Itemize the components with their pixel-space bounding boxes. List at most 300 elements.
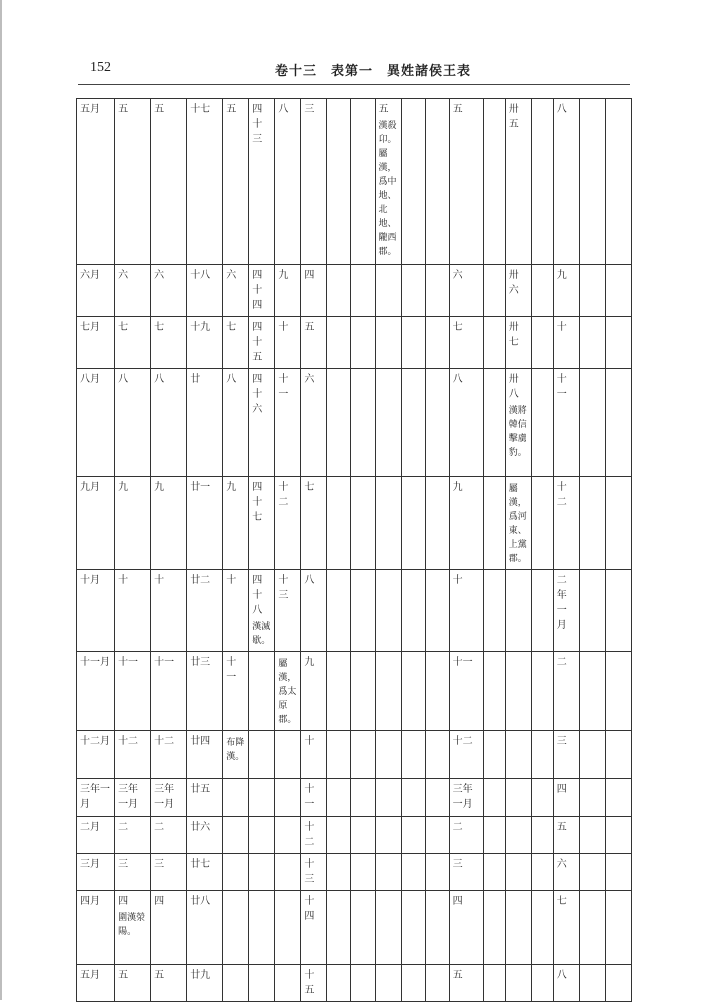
cell-value: 廿 [190, 374, 201, 385]
table-cell [115, 265, 151, 317]
cell-value: 十五 [304, 970, 315, 996]
table-cell [483, 369, 505, 477]
table-cell [351, 779, 375, 817]
table-cell [605, 477, 631, 570]
table-cell [275, 965, 301, 1002]
table-cell [605, 99, 631, 265]
table-cell [115, 854, 151, 891]
cell-value: 廿四 [190, 736, 211, 747]
month-cell [77, 369, 115, 477]
cell-value: 廿七 [190, 859, 211, 870]
table-cell [531, 265, 553, 317]
table-cell [275, 891, 301, 965]
table-cell [275, 652, 301, 731]
table-cell [449, 99, 483, 265]
cell-value: 五 [304, 322, 315, 333]
table-cell [425, 570, 449, 652]
cell-value: 十二 [304, 822, 315, 848]
table-cell [579, 317, 605, 369]
table-cell [401, 779, 425, 817]
table-cell [531, 570, 553, 652]
table-cell [375, 965, 401, 1002]
cell-value: 三 [556, 736, 567, 747]
table-cell [375, 779, 401, 817]
table-cell [483, 854, 505, 891]
table-cell [327, 99, 351, 265]
cell-value: 五 [118, 104, 129, 115]
table-cell [301, 854, 327, 891]
table-cell [187, 265, 223, 317]
table-cell [327, 369, 351, 477]
table-cell [187, 965, 223, 1002]
cell-value: 四 [304, 270, 315, 281]
table-cell [531, 891, 553, 965]
table-row [77, 891, 632, 965]
table-cell [223, 731, 249, 779]
table-cell [223, 477, 249, 570]
table-cell [187, 317, 223, 369]
month-label: 七月 [80, 322, 100, 333]
table-cell [401, 965, 425, 1002]
table-cell [375, 317, 401, 369]
cell-value: 十一 [226, 657, 237, 683]
cell-value: 十 [118, 575, 129, 586]
cell-value: 十三 [278, 575, 289, 601]
table-cell [425, 99, 449, 265]
table-cell [401, 477, 425, 570]
month-label: 二月 [80, 822, 100, 833]
table-cell [579, 570, 605, 652]
cell-value: 六 [154, 270, 165, 281]
table-cell [327, 731, 351, 779]
table-cell [531, 99, 553, 265]
table-cell [327, 570, 351, 652]
table-cell [425, 779, 449, 817]
month-label: 十二月 [80, 736, 110, 747]
table-cell [301, 652, 327, 731]
table-cell [187, 779, 223, 817]
cell-value: 九 [452, 482, 463, 493]
table-cell [605, 817, 631, 854]
table-cell [151, 965, 187, 1002]
table-cell [151, 779, 187, 817]
cell-value: 四十八 [252, 575, 263, 616]
table-cell [249, 369, 275, 477]
cell-value: 三 [452, 859, 463, 870]
table-cell [223, 369, 249, 477]
cell-value: 廿六 [190, 822, 211, 833]
table-cell [449, 265, 483, 317]
cell-value: 四十三 [252, 104, 263, 145]
table-cell [553, 369, 579, 477]
month-label: 五月 [80, 104, 100, 115]
table-cell [223, 570, 249, 652]
cell-value: 二年一月 [556, 575, 567, 631]
table-cell [401, 265, 425, 317]
cell-value: 十三 [304, 859, 315, 885]
month-label: 十一月 [80, 657, 110, 668]
table-cell [605, 854, 631, 891]
table-cell [531, 965, 553, 1002]
table-cell [151, 317, 187, 369]
table-cell [505, 477, 531, 570]
table-cell [579, 369, 605, 477]
table-cell [531, 477, 553, 570]
table-cell [249, 817, 275, 854]
table-cell [531, 779, 553, 817]
month-cell [77, 265, 115, 317]
table-cell [375, 99, 401, 265]
table-cell [505, 779, 531, 817]
table-cell [605, 652, 631, 731]
cell-value: 六 [118, 270, 129, 281]
table-cell [605, 317, 631, 369]
table-cell [301, 570, 327, 652]
page-header [78, 58, 630, 85]
table-cell [187, 652, 223, 731]
table-cell [553, 891, 579, 965]
table-row [77, 965, 632, 1002]
table-cell [151, 369, 187, 477]
table-cell [275, 570, 301, 652]
table-cell [249, 99, 275, 265]
cell-value: 十一 [278, 374, 289, 400]
table-cell [187, 99, 223, 265]
cell-value: 廿九 [190, 970, 211, 981]
cell-value: 九 [118, 482, 129, 493]
cell-value: 三 [304, 104, 315, 115]
table-cell [249, 477, 275, 570]
table-cell [327, 265, 351, 317]
table-cell [401, 854, 425, 891]
table-cell [301, 477, 327, 570]
cell-value: 三年一月 [154, 784, 175, 810]
table-cell [249, 265, 275, 317]
table-cell [375, 817, 401, 854]
table-cell [115, 477, 151, 570]
cell-value: 九 [154, 482, 165, 493]
cell-value: 十 [304, 736, 315, 747]
cell-value: 十 [556, 322, 567, 333]
cell-value: 六 [226, 270, 237, 281]
table-cell [275, 369, 301, 477]
table-row [77, 570, 632, 652]
table-cell [375, 265, 401, 317]
cell-value: 廿一 [190, 482, 211, 493]
cell-value: 五 [452, 970, 463, 981]
table-cell [505, 652, 531, 731]
table-cell [327, 965, 351, 1002]
cell-value: 四十五 [252, 322, 263, 363]
table-cell [553, 731, 579, 779]
table-cell [151, 817, 187, 854]
table-cell [605, 965, 631, 1002]
cell-value: 五 [118, 970, 129, 981]
cell-value: 八 [452, 374, 463, 385]
cell-value: 卅六 [508, 270, 519, 296]
table-cell [401, 317, 425, 369]
table-cell [483, 965, 505, 1002]
table-cell [605, 891, 631, 965]
table-cell [223, 99, 249, 265]
cell-value: 八 [556, 104, 567, 115]
table-cell [483, 652, 505, 731]
cell-value: 八 [278, 104, 289, 115]
table-cell [327, 477, 351, 570]
table-cell [483, 99, 505, 265]
table-cell [425, 317, 449, 369]
table-cell [249, 891, 275, 965]
table-cell [151, 731, 187, 779]
table-cell [151, 854, 187, 891]
table-cell [115, 817, 151, 854]
table-cell [579, 265, 605, 317]
cell-value: 十二 [452, 736, 473, 747]
annals-table [76, 98, 632, 1002]
table-cell [151, 570, 187, 652]
table-cell [579, 477, 605, 570]
table-cell [275, 854, 301, 891]
cell-value: 廿五 [190, 784, 211, 795]
table-row [77, 317, 632, 369]
table-cell [327, 891, 351, 965]
table-cell [505, 854, 531, 891]
table-cell [249, 779, 275, 817]
table-cell [449, 854, 483, 891]
cell-value: 四 [556, 784, 567, 795]
cell-value: 十一 [304, 784, 315, 810]
cell-value: 二 [556, 657, 567, 668]
table-cell [301, 265, 327, 317]
table-cell [301, 779, 327, 817]
table-cell [223, 817, 249, 854]
cell-value: 十四 [304, 896, 315, 922]
table-cell [351, 477, 375, 570]
table-cell [449, 369, 483, 477]
table-cell [483, 891, 505, 965]
table-cell [401, 570, 425, 652]
table-cell [483, 779, 505, 817]
table-cell [301, 817, 327, 854]
month-cell [77, 817, 115, 854]
cell-value: 五 [556, 822, 567, 833]
table-cell [553, 99, 579, 265]
table-cell [375, 854, 401, 891]
table-cell [401, 369, 425, 477]
table-cell [579, 891, 605, 965]
month-label: 十月 [80, 575, 100, 586]
table-cell [115, 731, 151, 779]
table-cell [351, 317, 375, 369]
cell-value: 廿三 [190, 657, 211, 668]
table-cell [553, 265, 579, 317]
cell-value: 十 [154, 575, 165, 586]
table-cell [187, 854, 223, 891]
table-cell [553, 477, 579, 570]
table-cell [249, 317, 275, 369]
cell-value: 二 [118, 822, 129, 833]
cell-value: 廿二 [190, 575, 211, 586]
table-cell [579, 731, 605, 779]
table-cell [483, 817, 505, 854]
table-cell [425, 891, 449, 965]
cell-value: 卅七 [508, 322, 519, 348]
table-cell [605, 570, 631, 652]
table-cell [553, 779, 579, 817]
table-cell [301, 965, 327, 1002]
cell-value: 三 [154, 859, 165, 870]
table-cell [351, 817, 375, 854]
cell-value: 十二 [556, 482, 567, 508]
month-cell [77, 731, 115, 779]
table-cell [401, 817, 425, 854]
month-cell [77, 477, 115, 570]
table-cell [531, 652, 553, 731]
table-cell [249, 652, 275, 731]
table-cell [531, 317, 553, 369]
table-cell [375, 731, 401, 779]
cell-value: 五 [226, 104, 237, 115]
month-cell [77, 854, 115, 891]
cell-note: 屬漢，爲河東、上黨郡。 [508, 484, 527, 564]
table-cell [327, 779, 351, 817]
month-label: 三年一月 [80, 784, 110, 810]
cell-value: 四十七 [252, 482, 263, 523]
table-cell [449, 779, 483, 817]
table-cell [505, 369, 531, 477]
cell-value: 八 [556, 970, 567, 981]
table-cell [579, 854, 605, 891]
table-row [77, 265, 632, 317]
table-cell [425, 652, 449, 731]
table-row [77, 779, 632, 817]
table-cell [375, 477, 401, 570]
cell-note: 屬漢，爲太原郡。 [278, 659, 297, 725]
cell-value: 四 [452, 896, 463, 907]
cell-value: 四十六 [252, 374, 263, 415]
table-row [77, 854, 632, 891]
cell-value: 十 [278, 322, 289, 333]
month-label: 三月 [80, 859, 100, 870]
table-cell [151, 265, 187, 317]
page-number: 152 [90, 60, 111, 75]
table-cell [605, 731, 631, 779]
table-cell [553, 570, 579, 652]
cell-value: 九 [226, 482, 237, 493]
cell-value: 七 [304, 482, 315, 493]
cell-value: 九 [278, 270, 289, 281]
table-cell [425, 965, 449, 1002]
table-cell [425, 477, 449, 570]
table-cell [553, 817, 579, 854]
table-cell [531, 731, 553, 779]
month-cell [77, 317, 115, 369]
table-body [77, 99, 632, 1002]
table-cell [223, 965, 249, 1002]
table-cell [483, 570, 505, 652]
cell-value: 五 [154, 970, 165, 981]
cell-value: 五 [378, 104, 389, 115]
table-cell [401, 99, 425, 265]
cell-value: 卅八 [508, 374, 519, 400]
table-cell [425, 369, 449, 477]
month-cell [77, 570, 115, 652]
table-cell [187, 731, 223, 779]
table-cell [351, 652, 375, 731]
table-cell [249, 731, 275, 779]
table-cell [115, 891, 151, 965]
cell-value: 三年一月 [452, 784, 473, 810]
cell-value: 卅五 [508, 104, 519, 130]
table-cell [553, 652, 579, 731]
table-cell [249, 965, 275, 1002]
table-cell [449, 652, 483, 731]
month-cell [77, 965, 115, 1002]
table-cell [401, 731, 425, 779]
table-cell [553, 965, 579, 1002]
cell-value: 十八 [190, 270, 211, 281]
table-cell [605, 265, 631, 317]
cell-value: 八 [118, 374, 129, 385]
table-cell [275, 731, 301, 779]
table-cell [115, 570, 151, 652]
table-cell [223, 265, 249, 317]
table-row [77, 477, 632, 570]
cell-value: 八 [226, 374, 237, 385]
cell-value: 十二 [278, 482, 289, 508]
table-cell [115, 965, 151, 1002]
cell-value: 十 [226, 575, 237, 586]
table-cell [449, 477, 483, 570]
cell-value: 十二 [118, 736, 139, 747]
table-cell [579, 965, 605, 1002]
cell-value: 十一 [452, 657, 473, 668]
month-cell [77, 779, 115, 817]
table-cell [553, 854, 579, 891]
table-cell [187, 369, 223, 477]
table-cell [425, 817, 449, 854]
table-cell [553, 317, 579, 369]
table-cell [531, 854, 553, 891]
table-cell [275, 817, 301, 854]
cell-value: 三年一月 [118, 784, 139, 810]
table-row [77, 731, 632, 779]
table-cell [449, 731, 483, 779]
table-cell [505, 817, 531, 854]
table-cell [579, 99, 605, 265]
table-cell [449, 570, 483, 652]
cell-note: 布降漢。 [226, 738, 245, 762]
cell-value: 八 [304, 575, 315, 586]
table-cell [301, 891, 327, 965]
cell-value: 六 [452, 270, 463, 281]
cell-note: 漢殺卬。屬漢，爲中地、北地、隴西郡。 [378, 121, 397, 257]
table-cell [425, 265, 449, 317]
table-cell [483, 477, 505, 570]
table-cell [223, 891, 249, 965]
cell-value: 五 [154, 104, 165, 115]
cell-note: 漢將韓信擊虜豹。 [508, 406, 527, 458]
table-row [77, 652, 632, 731]
cell-value: 四 [154, 896, 165, 907]
table-cell [275, 317, 301, 369]
table-cell [351, 891, 375, 965]
table-cell [223, 317, 249, 369]
table-cell [327, 817, 351, 854]
cell-value: 十二 [154, 736, 175, 747]
cell-value: 二 [452, 822, 463, 833]
table-cell [151, 652, 187, 731]
